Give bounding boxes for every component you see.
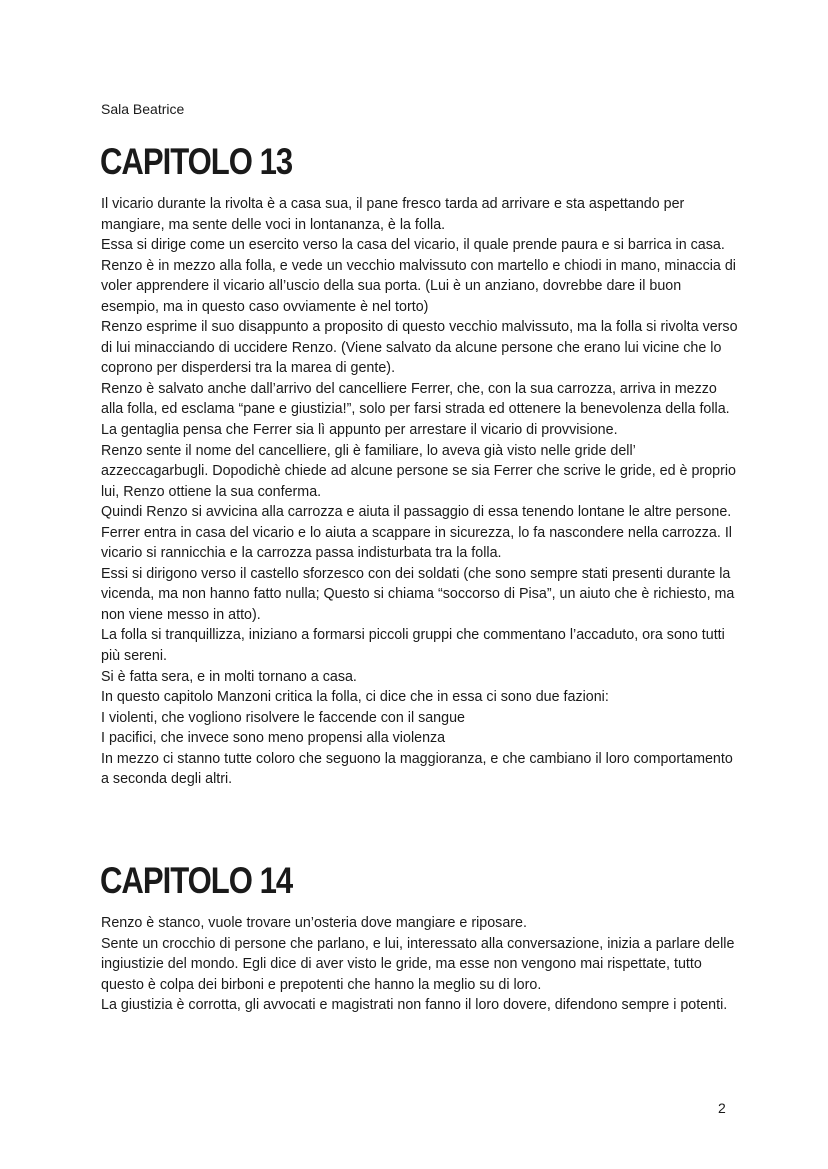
chapter-13-title: CAPITOLO 13 [100, 141, 293, 182]
paragraph: I violenti, che vogliono risolvere le faccende con il sangue [101, 709, 465, 726]
paragraph: Si è fatta sera, e in molti tornano a casa. [101, 668, 357, 685]
paragraph: Renzo è stanco, vuole trovare un’osteria dove mangiare e riposare. [101, 915, 527, 931]
chapter-14-title: CAPITOLO 14 [100, 860, 293, 901]
paragraph: La giustizia è corrotta, gli avvocati e magistrati non fanno il loro dovere, difendono sempre i potenti. [101, 997, 728, 1014]
paragraph: I pacifici, che invece sono meno propensi alla violenza [101, 730, 446, 747]
paragraph: Quindi Renzo si avvicina alla carrozza e aiuta il passaggio di essa tenendo lontane le altre persone. [101, 504, 732, 521]
paragraph: La gentaglia pensa che Ferrer sia lì appunto per arrestare il vicario di provvisione. [101, 422, 618, 439]
paragraph: Essa si dirige come un esercito verso la casa del vicario, il quale prende paura e si barrica in casa. [101, 237, 725, 254]
paragraph: Sente un crocchio di persone che parlano, e lui, interessato alla conversazione, inizia a parlare delle ingiustizie del mondo. Egli dice di aver visto le gride, ma esse non vengono mai rispettate, tutto questo è colpa dei birboni e prepotenti che hanno la meglio su di loro. [101, 935, 735, 993]
chapter-14-body [101, 913, 741, 1016]
paragraph: Renzo sente il nome del cancelliere, gli è familiare, lo aveva già visto nelle gride dell’ azzeccagarbugli. Dopodichè chiede ad alcune persone se sia Ferrer che scrive le gride, ed è proprio lui, Renzo ottiene la sua conferma. [101, 442, 736, 500]
chapter-13-body [101, 194, 741, 790]
paragraph: Renzo è in mezzo alla folla, e vede un vecchio malvissuto con martello e chiodi in mano, minaccia di voler apprendere il vicario all’uscio della sua porta. (Lui è un anziano, dovrebbe dare il buon esempio, ma in questo caso ovviamente è nel torto) [101, 257, 736, 315]
paragraph: Renzo esprime il suo disappunto a proposito di questo vecchio malvissuto, ma la folla si rivolta verso di lui minacciando di uccidere Renzo. (Viene salvato da alcune persone che erano lui vicine che lo coprono per disperdersi tra la marea di gente). [101, 319, 738, 377]
author-name: Sala Beatrice [101, 101, 185, 117]
paragraph: Il vicario durante la rivolta è a casa sua, il pane fresco tarda ad arrivare e sta aspettando per mangiare, ma sente delle voci in lontananza, è la folla. [101, 196, 685, 233]
paragraph: Essi si dirigono verso il castello sforzesco con dei soldati (che sono sempre stati presenti durante la vicenda, ma non hanno fatto nulla; Questo si chiama “soccorso di Pisa”, un aiuto che è richiesto, ma non viene messo in atto). [101, 565, 735, 623]
paragraph: La folla si tranquillizza, iniziano a formarsi piccoli gruppi che commentano l’accaduto, ora sono tutti più sereni. [101, 627, 725, 665]
paragraph: In mezzo ci stanno tutte coloro che seguono la maggioranza, e che cambiano il loro comportamento a seconda degli altri. [101, 750, 733, 788]
paragraph: Ferrer entra in casa del vicario e lo aiuta a scappare in sicurezza, lo fa nascondere nella carrozza. Il vicario si rannicchia e la carrozza passa indisturbata tra la folla. [101, 524, 732, 562]
paragraph: In questo capitolo Manzoni critica la folla, ci dice che in essa ci sono due fazioni: [101, 689, 609, 706]
paragraph: Renzo è salvato anche dall’arrivo del cancelliere Ferrer, che, con la sua carrozza, arriva in mezzo alla folla, ed esclama “pane e giustizia!”, solo per farsi strada ed ottenere la benevolenza della folla. [101, 380, 730, 418]
page-number: 2 [718, 1100, 726, 1116]
